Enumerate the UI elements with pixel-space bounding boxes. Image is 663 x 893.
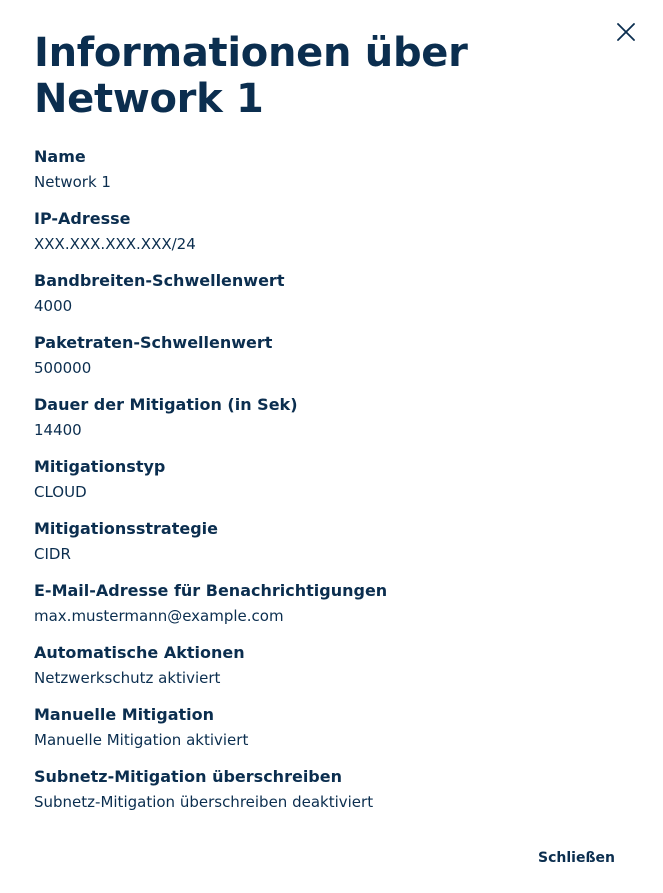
close-button[interactable] xyxy=(612,18,640,46)
details-list xyxy=(34,146,634,828)
field-label: Paketraten-Schwellenwert xyxy=(34,333,273,352)
field-value: Netzwerkschutz aktiviert xyxy=(34,669,221,687)
field-packet-rate-threshold xyxy=(34,332,634,394)
field-label: Name xyxy=(34,147,86,166)
field-value: Subnetz-Mitigation überschreiben deaktiviert xyxy=(34,793,374,811)
close-icon xyxy=(617,23,635,41)
field-mitigation-strategy xyxy=(34,518,634,580)
field-label: Manuelle Mitigation xyxy=(34,705,215,724)
field-label: E-Mail-Adresse für Benachrichtigungen xyxy=(34,581,388,600)
field-mitigation-duration xyxy=(34,394,634,456)
field-value: CLOUD xyxy=(34,483,87,501)
field-value: Manuelle Mitigation aktiviert xyxy=(34,731,249,749)
field-label: Mitigationstyp xyxy=(34,457,166,476)
field-value: CIDR xyxy=(34,545,71,563)
field-ip-address xyxy=(34,208,634,270)
field-value: max.mustermann@example.com xyxy=(34,607,284,625)
field-name xyxy=(34,146,634,208)
field-bandwidth-threshold xyxy=(34,270,634,332)
field-label: Bandbreiten-Schwellenwert xyxy=(34,271,285,290)
field-automatic-actions xyxy=(34,642,634,704)
field-value: Network 1 xyxy=(34,173,111,191)
field-label: IP-Adresse xyxy=(34,209,131,228)
field-value: 500000 xyxy=(34,359,92,377)
field-label: Subnetz-Mitigation überschreiben xyxy=(34,767,342,786)
field-label: Dauer der Mitigation (in Sek) xyxy=(34,395,298,414)
field-manual-mitigation xyxy=(34,704,634,766)
field-subnet-mitigation-override xyxy=(34,766,634,828)
field-value: XXX.XXX.XXX.XXX/24 xyxy=(34,235,196,253)
field-label: Automatische Aktionen xyxy=(34,643,245,662)
field-notification-email xyxy=(34,580,634,642)
field-mitigation-type xyxy=(34,456,634,518)
close-dialog-button[interactable]: Schließen xyxy=(538,846,615,870)
field-label: Mitigationsstrategie xyxy=(34,519,218,538)
field-value: 4000 xyxy=(34,297,73,315)
field-value: 14400 xyxy=(34,421,82,439)
dialog-title: Informationen über Network 1 xyxy=(34,30,468,122)
